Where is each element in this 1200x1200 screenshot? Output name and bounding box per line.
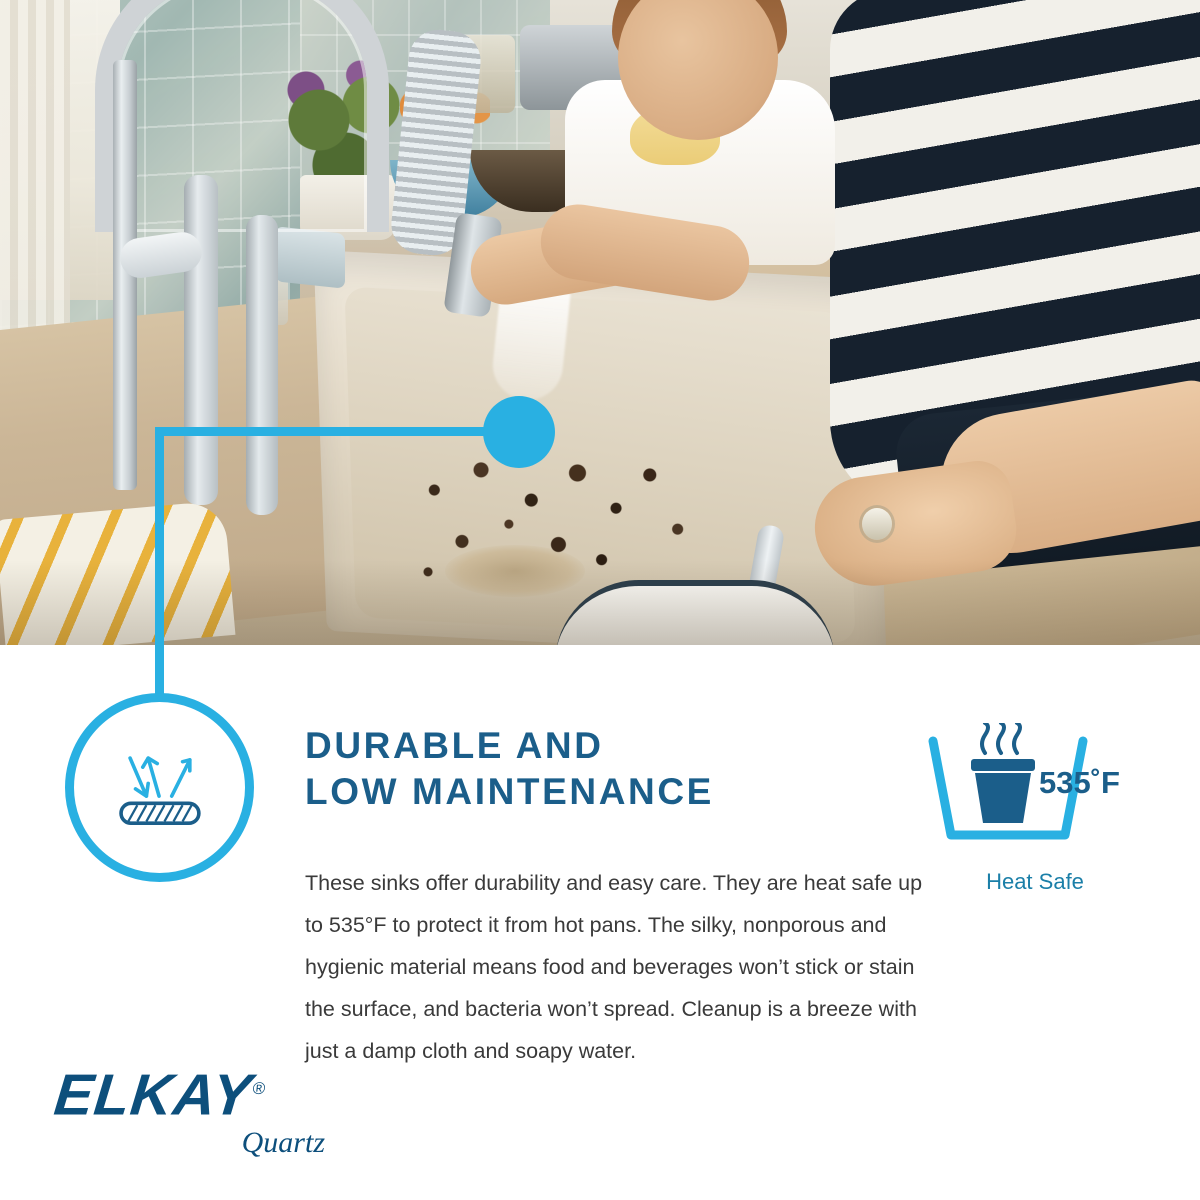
registered-mark: ®: [251, 1079, 268, 1098]
photo-faucet-arc: [95, 0, 389, 232]
heat-safe-pot-icon: [915, 723, 1155, 853]
callout-connector-horizontal: [155, 427, 525, 436]
sub-brand: Quartz: [241, 1126, 325, 1160]
brand-name-text: ELKAY: [51, 1062, 256, 1128]
headline-line-2: LOW MAINTENANCE: [305, 771, 714, 812]
photo-curtain: [0, 0, 70, 330]
photo-faucet-handle-left: [184, 175, 218, 505]
heat-safe-badge: [915, 723, 1155, 895]
headline-line-1: DURABLE AND: [305, 725, 604, 766]
photo-wedding-ring: [862, 508, 892, 540]
photo-soap-dish: [275, 226, 345, 288]
heat-safe-temperature: 535˚F: [1039, 765, 1120, 800]
stain-resistant-surface-icon: [65, 693, 254, 882]
photo-bottom-shadow: [0, 560, 1200, 645]
heat-safe-label: Heat Safe: [986, 869, 1084, 894]
photo-faucet-handle-right: [246, 215, 278, 515]
brand-name: [51, 1060, 270, 1128]
headline: [305, 723, 945, 815]
elkay-logo: [51, 1060, 375, 1160]
body-paragraph: These sinks offer durability and easy care. They are heat safe up to 535°F to protect it from hot pans. The silky, nonporous and hygienic material means food and beverages won’t stick or stain the surface, and bacteria won’t spread. Cleanup is a breeze with just a damp cloth and soapy water.: [305, 870, 923, 1063]
callout-target-dot: [483, 396, 555, 468]
callout-connector-vertical: [155, 427, 164, 717]
